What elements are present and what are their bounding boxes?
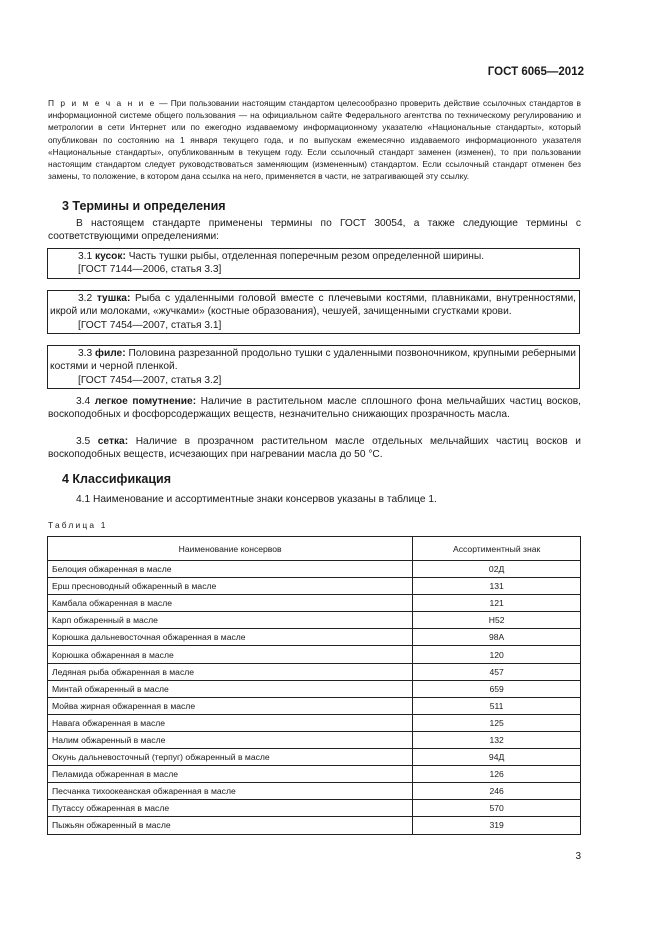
assortment-table xyxy=(47,536,581,835)
section-4-text: 4.1 Наименование и ассортиментные знаки консервов указаны в таблице 1. xyxy=(76,494,437,505)
product-name-cell: Белоция обжаренная в масле xyxy=(48,561,413,578)
product-name-cell: Корюшка дальневосточная обжаренная в масле xyxy=(48,629,413,646)
product-name-cell: Ледяная рыба обжаренная в масле xyxy=(48,663,413,680)
product-name-cell: Путассу обжаренная в масле xyxy=(48,800,413,817)
term-definition: Часть тушки рыбы, отделенная поперечным резом определенной ширины. xyxy=(125,251,485,262)
term-number: 3.2 xyxy=(78,293,97,304)
assortment-sign-cell: 659 xyxy=(413,680,581,697)
table-row xyxy=(48,595,581,612)
assortment-sign-cell: 121 xyxy=(413,595,581,612)
assortment-sign-cell: 131 xyxy=(413,578,581,595)
column-header-name: Наименование консервов xyxy=(48,537,413,561)
term-reference: [ГОСТ 7454—2007, статья 3.1] xyxy=(78,319,222,331)
term-number: 3.3 xyxy=(78,348,96,359)
product-name-cell: Песчанка тихоокеанская обжаренная в масле xyxy=(48,783,413,800)
term-reference: [ГОСТ 7144—2006, статья 3.3] xyxy=(78,264,222,276)
product-name-cell: Минтай обжаренный в масле xyxy=(48,680,413,697)
term-definition: Наличие в растительном масле сплошного фона мельчайших частиц восков, воскоподобных и фосфорсодержащих веществ, незначительно снижающих прозрачность масла. xyxy=(48,396,581,421)
table-row xyxy=(48,663,581,680)
product-name-cell: Пеламида обжаренная в масле xyxy=(48,766,413,783)
term-3-4 xyxy=(48,395,581,422)
assortment-sign-cell: 125 xyxy=(413,714,581,731)
term-name: легкое помутнение: xyxy=(94,396,197,407)
section-4-heading: 4 Классификация xyxy=(62,472,172,486)
term-3-5 xyxy=(48,435,581,462)
product-name-cell: Корюшка обжаренная в масле xyxy=(48,646,413,663)
term-definition: Рыба с удаленными головой вместе с плечевыми костями, плавниками, внутренностями, икрой или молоками, «жучками» (костные образования), чешуей, зачищенными сгустками крови. xyxy=(50,293,577,318)
column-header-sign: Ассортиментный знак xyxy=(413,537,581,561)
table-header-row xyxy=(48,537,581,561)
product-name-cell: Мойва жирная обжаренная в масле xyxy=(48,697,413,714)
table-row xyxy=(48,800,581,817)
term-name: кусок: xyxy=(95,251,126,262)
product-name-cell: Окунь дальневосточный (терпуг) обжаренный в масле xyxy=(48,749,413,766)
table-row xyxy=(48,766,581,783)
table-row xyxy=(48,629,581,646)
note-text: — При пользовании настоящим стандартом целесообразно проверить действие ссылочных стандартов в информационной системе общего пользования — на официальном сайте Федерального агентства по техническому регулированию и метрологии в сети Интернет или по ежегодно издаваемому информационному указателю «Национальные стандарты», который опубликован по состоянию на 1 января текущего года, и по выпускам ежемесячно издаваемого информационного указателя «Национальные стандарты», опубликованным в текущем году. Если ссылочный стандарт заменен (изменен), то при пользовании настоящим стандартом следует руководствоваться заменяющим (измененным) стандартом. Если ссылочный стандарт отменен без замены, то положение, в котором дана ссылка на него, применяется в части, не затрагивающей эту ссылку. xyxy=(48,98,581,182)
table-row xyxy=(48,731,581,748)
term-number: 3.1 xyxy=(78,251,95,262)
table-row xyxy=(48,714,581,731)
assortment-sign-cell: 126 xyxy=(413,766,581,783)
table-row xyxy=(48,578,581,595)
note-label: П р и м е ч а н и е xyxy=(48,98,156,108)
table-caption: Таблица 1 xyxy=(48,520,108,530)
section-3-intro: В настоящем стандарте применены термины по ГОСТ 30054, а также следующие термины с соответствующими определениями: xyxy=(48,218,581,243)
assortment-sign-cell: 132 xyxy=(413,731,581,748)
term-name: сетка: xyxy=(97,436,129,447)
assortment-sign-cell: 94Д xyxy=(413,749,581,766)
assortment-sign-cell: 570 xyxy=(413,800,581,817)
term-reference: [ГОСТ 7454—2007, статья 3.2] xyxy=(78,374,222,386)
product-name-cell: Пыжьян обжаренный в масле xyxy=(48,817,413,834)
assortment-sign-cell: 120 xyxy=(413,646,581,663)
table-row xyxy=(48,749,581,766)
assortment-sign-cell: 02Д xyxy=(413,561,581,578)
assortment-sign-cell: 246 xyxy=(413,783,581,800)
assortment-sign-cell: 511 xyxy=(413,697,581,714)
table-row xyxy=(48,697,581,714)
term-definition: Половина разрезанной продольно тушки с удаленными позвоночником, крупными реберными костями и черной пленкой. xyxy=(50,348,577,373)
term-box-3-3 xyxy=(47,345,580,389)
document-code: ГОСТ 6065—2012 xyxy=(487,66,584,78)
term-definition: Наличие в прозрачном растительном масле отдельных мельчайших частиц восков и воскоподобных веществ, исчезающих при нагревании масла до 50 °С. xyxy=(48,436,581,461)
table-row xyxy=(48,646,581,663)
term-name: филе: xyxy=(95,348,126,359)
note-paragraph xyxy=(48,97,581,182)
term-box-3-1 xyxy=(47,248,580,279)
table-row xyxy=(48,612,581,629)
assortment-sign-cell: 457 xyxy=(413,663,581,680)
product-name-cell: Ерш пресноводный обжаренный в масле xyxy=(48,578,413,595)
table-row xyxy=(48,561,581,578)
term-name: тушка: xyxy=(96,293,131,304)
term-number: 3.5 xyxy=(76,436,98,447)
table-row xyxy=(48,783,581,800)
assortment-sign-cell: 98А xyxy=(413,629,581,646)
section-3-heading: 3 Термины и определения xyxy=(62,199,226,213)
assortment-sign-cell: 319 xyxy=(413,817,581,834)
table-row xyxy=(48,680,581,697)
term-box-3-2 xyxy=(47,290,580,334)
term-number: 3.4 xyxy=(76,396,95,407)
assortment-sign-cell: Н52 xyxy=(413,612,581,629)
product-name-cell: Карп обжаренный в масле xyxy=(48,612,413,629)
page-number: 3 xyxy=(575,851,581,862)
product-name-cell: Камбала обжаренная в масле xyxy=(48,595,413,612)
table-row xyxy=(48,817,581,834)
product-name-cell: Налим обжаренный в масле xyxy=(48,731,413,748)
product-name-cell: Навага обжаренная в масле xyxy=(48,714,413,731)
